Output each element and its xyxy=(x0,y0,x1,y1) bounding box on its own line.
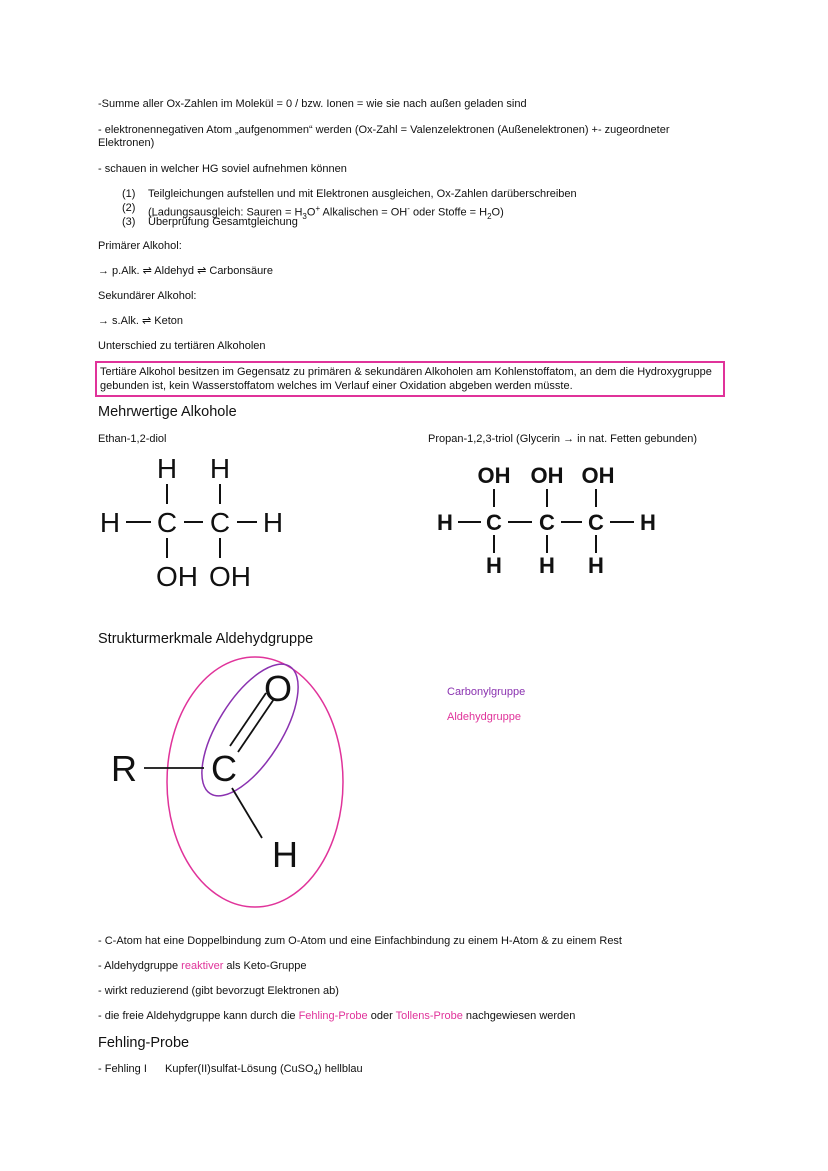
atom-c: C xyxy=(156,507,178,538)
property-reducing: - wirkt reduzierend (gibt bevorzugt Elektronen ab) xyxy=(98,985,339,997)
atom-oh: OH xyxy=(156,561,198,592)
step-2-text: (Ladungsausgleich: Sauren = $H_3O^+$ Alkalischen = OH- oder Stoffe = $H_2O$) xyxy=(148,204,504,221)
ethane-diol-label: Ethan-1,2-diol xyxy=(98,433,167,445)
secondary-alcohol-chain: → s.Alk. ⇌ Keton xyxy=(98,315,184,327)
atom-c: C xyxy=(211,748,237,789)
atom-c: C xyxy=(209,507,231,538)
atom-h: H xyxy=(209,453,231,484)
atom-h: H xyxy=(588,553,604,578)
propane-triol-label: Propan-1,2,3-triol (Glycerin → in nat. Fetten gebunden) xyxy=(428,433,698,445)
tertiary-alcohol-label: Unterschied zu tertiären Alkoholen xyxy=(98,340,266,352)
atom-oh: OH xyxy=(209,561,251,592)
step-3-text: Überprüfung Gesamtgleichung xyxy=(148,216,298,228)
atom-r: R xyxy=(111,748,137,789)
atom-c: C xyxy=(588,510,604,535)
step-1-number: (1) xyxy=(122,188,136,200)
atom-h: H xyxy=(272,834,298,875)
legend-carbonyl: Carbonylgruppe xyxy=(447,686,526,698)
atom-c: C xyxy=(539,510,555,535)
atom-oh: OH xyxy=(581,463,615,488)
atom-h: H xyxy=(156,453,178,484)
aldehyde-group-ellipse xyxy=(167,657,343,907)
property-detection: - die freie Aldehydgruppe kann durch die Fehling-Probe oder Tollens-Probe nachgewiesen werden xyxy=(98,1010,576,1022)
aldehyde-structure xyxy=(100,655,360,915)
rule-hg: - schauen in welcher HG soviel aufnehmen können xyxy=(98,163,347,175)
primary-alcohol-label: Primärer Alkohol: xyxy=(98,240,182,252)
step-2-number: (2) xyxy=(122,202,136,214)
rule-sum-ox: -Summe aller Ox-Zahlen im Molekül = 0 / bzw. Ionen = wie sie nach außen geladen sind xyxy=(98,98,527,110)
polyvalent-heading: Mehrwertige Alkohole xyxy=(98,404,237,420)
fehling-heading: Fehling-Probe xyxy=(98,1035,190,1051)
atom-c: C xyxy=(486,510,502,535)
atom-h: H xyxy=(99,507,121,538)
atom-oh: OH xyxy=(530,463,564,488)
ethane-diol-structure xyxy=(95,450,295,590)
atom-h: H xyxy=(262,507,284,538)
step-1-text: Teilgleichungen aufstellen und mit Elektronen ausgleichen, Ox-Zahlen darüberschreiben xyxy=(148,188,577,200)
fehling-item-label: - Fehling I xyxy=(98,1063,147,1075)
property-reactive: - Aldehydgruppe reaktiver als Keto-Gruppe xyxy=(98,960,307,972)
atom-h: H xyxy=(486,553,502,578)
secondary-alcohol-label: Sekundärer Alkohol: xyxy=(98,290,197,302)
atom-h: H xyxy=(539,553,555,578)
aldehyde-heading: Strukturmerkmale Aldehydgruppe xyxy=(98,631,314,647)
fehling-item-text: Kupfer(II)sulfat-Lösung (CuSO$_4$) hellblau xyxy=(165,1063,363,1078)
step-3-number: (3) xyxy=(122,216,136,228)
rule-electronegative: - elektronennegativen Atom „aufgenommen“ werden (Ox-Zahl = Valenzelektronen (Außenelektronen) +- zugeordneter Elektronen) xyxy=(98,124,670,149)
primary-alcohol-chain: → p.Alk. ⇌ Aldehyd ⇌ Carbonsäure xyxy=(98,265,273,277)
atom-oh: OH xyxy=(477,463,511,488)
propane-triol-structure xyxy=(430,455,670,580)
legend-aldehyde: Aldehydgruppe xyxy=(447,711,522,723)
tertiary-alcohol-box: Tertiäre Alkohol besitzen im Gegensatz zu primären & sekundären Alkoholen am Kohlenstoffatom, an dem die Hydroxygruppe gebunden ist, kein Wasserstoffatom welches im Verlauf einer Oxidation abgeben werden müsste. xyxy=(95,361,725,397)
atom-h: H xyxy=(437,510,453,535)
atom-o: O xyxy=(263,668,293,709)
atom-h: H xyxy=(640,510,656,535)
property-double-bond: - C-Atom hat eine Doppelbindung zum O-Atom und eine Einfachbindung zu einem H-Atom & zu einem Rest xyxy=(98,935,622,947)
carbonyl-group-ellipse xyxy=(183,649,317,810)
